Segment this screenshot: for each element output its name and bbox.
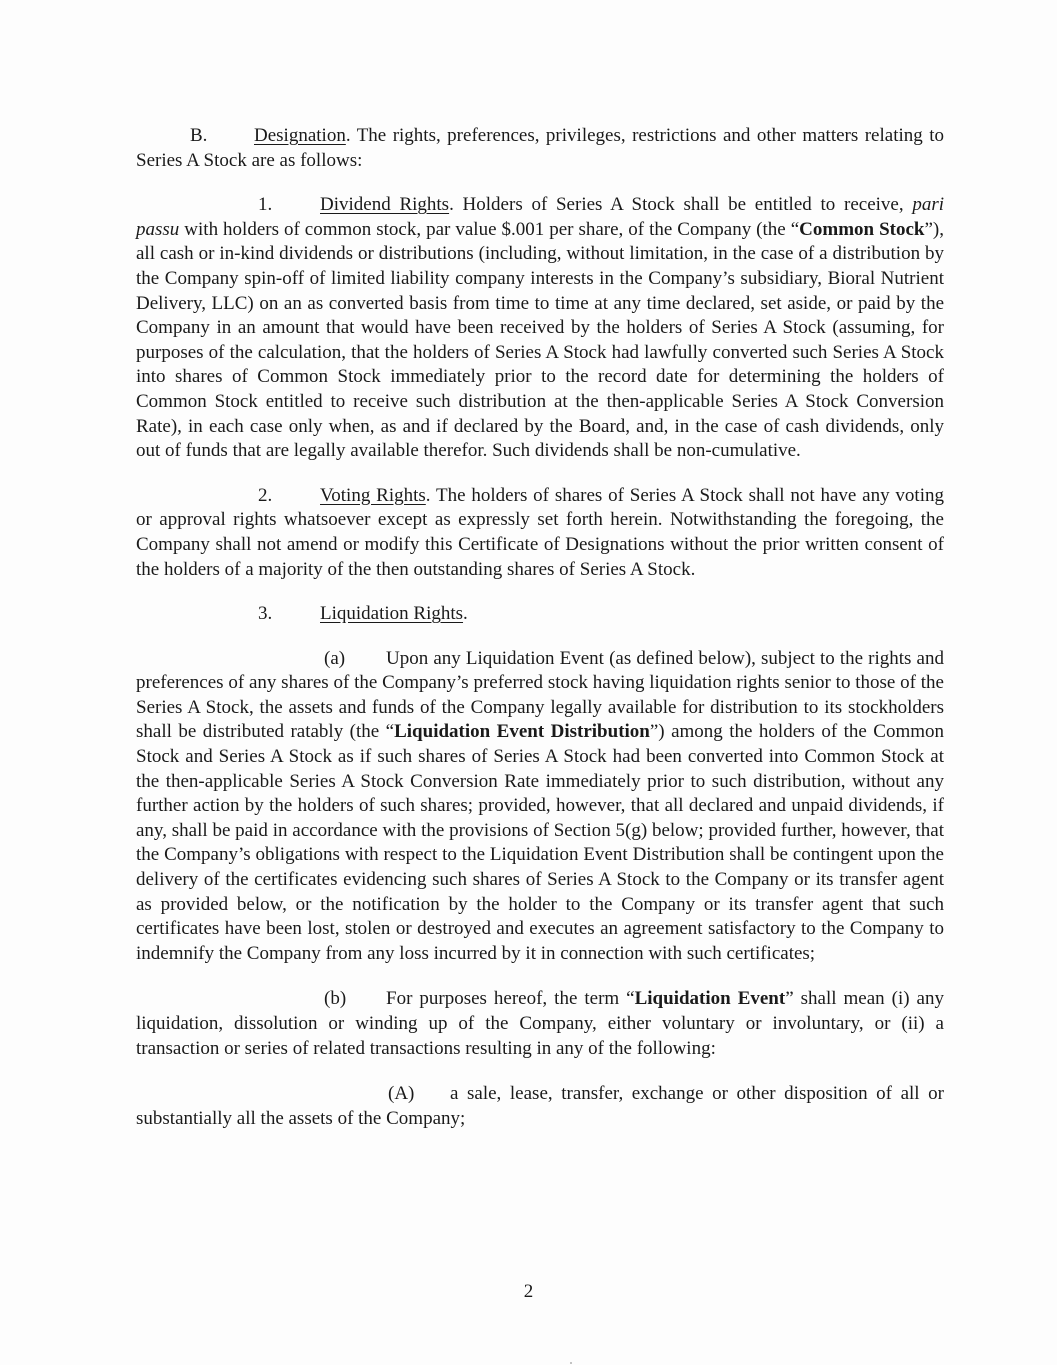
dividend-rights-number: 1. [258, 194, 273, 216]
voting-rights-text: . The holders of shares of Series A Stock shall not have any voting or approval rights whatsoever except as expressly set forth herein. Notwithstanding the foregoing, the Company shall not amend or modify this Certificate of Designations without the prior written consent of the holders of a majority of the then outstanding shares of Series A Stock. [136, 484, 944, 580]
liquidation-event-term: Liquidation Event [634, 988, 786, 1010]
common-stock-defined-term: Common Stock [799, 218, 925, 240]
pari-passu-term: pari passu [136, 194, 945, 240]
clause-b-text-a: For purposes hereof, the term “ [386, 988, 635, 1010]
liquidation-event-distribution-term: Liquidation Event Distribution [394, 721, 650, 743]
voting-rights-paragraph [136, 484, 944, 582]
clause-a-text-b: ”) among the holders of the Common Stock and Series A Stock as if such shares of Series A Stock had been converted into Common Stock at the then-applicable Series A Stock Conversion Rate immediately prior to such distribution, without any further action by the holders of such shares; provided, however, that all declared and unpaid dividends, if any, shall be paid in accordance with the provisions of Section 5(g) below; provided further, however, that the Company’s obligations with respect to the Liquidation Event Distribution shall be contingent upon the delivery of the certificates evidencing such shares of Series A Stock to the Company or its transfer agent as provided below, or the notification by the holder to the Company or its transfer agent that such certificates have been lost, stolen or destroyed and executes an agreement satisfactory to the Company to indemnify the Company from any loss incurred by it in connection with such certificates; [136, 721, 945, 964]
section-b-text: . The rights, preferences, privileges, restrictions and other matters relating to Series A Stock are as follows: [136, 125, 944, 171]
dividend-rights-paragraph [136, 193, 944, 464]
clause-a-label: (a) [324, 647, 346, 669]
liquidation-subclause-A [136, 1082, 944, 1131]
liquidation-clause-b [136, 987, 944, 1061]
liquidation-rights-heading-line [136, 602, 944, 627]
section-b-paragraph [136, 124, 944, 173]
subclause-A-label: (A) [388, 1083, 415, 1105]
section-b-number: B. [190, 125, 208, 146]
document-body [136, 124, 944, 1131]
clause-b-label: (b) [324, 988, 347, 1010]
liquidation-rights-heading-suffix: . [463, 603, 468, 625]
clause-a-text-a: Upon any Liquidation Event (as defined below), subject to the rights and preferences of any shares of the Company’s preferred stock having liquidation rights senior to those of the Series A Stock, the assets and funds of the Company legally available for distribution to its stockholders shall be distributed ratably (the “ [136, 647, 944, 743]
section-b-heading: Designation [254, 125, 346, 146]
voting-rights-heading: Voting Rights [320, 484, 426, 506]
dividend-rights-heading: Dividend Rights [320, 194, 450, 216]
subclause-A-text: a sale, lease, transfer, exchange or other disposition of all or substantially all the assets of the Company; [136, 1083, 944, 1129]
page-number: 2 [523, 1281, 534, 1302]
dividend-rights-text-c: ”), all cash or in-kind dividends or distributions (including, without limitation, in the case of a distribution by the Company spin-off of limited liability company interests in the Company’s subsidiary, Bioral Nutrient Delivery, LLC) on an as converted basis from time to time at any time declared, set aside, or paid by the Company in an amount that would have been received by the holders of Series A Stock (assuming, for purposes of the calculation, that the holders of Series A Stock had lawfully converted such Series A Stock into shares of Common Stock immediately prior to the record date for determining the holders of Common Stock entitled to receive such distribution at the then-applicable Series A Stock Conversion Rate), in each case only when, as and if declared by the Board, and, in the case of cash dividends, only out of funds that are legally available therefor. Such dividends shall be non-cumulative. [136, 218, 944, 462]
dividend-rights-text-b: with holders of common stock, par value $.001 per share, of the Company (the “ [179, 218, 800, 240]
clause-b-text-b: ” shall mean (i) any liquidation, dissolution or winding up of the Company, either voluntary or involuntary, or (ii) a transaction or series of related transactions resulting in any of the following: [136, 988, 944, 1059]
liquidation-rights-number: 3. [258, 603, 273, 625]
liquidation-rights-heading: Liquidation Rights [320, 603, 464, 625]
voting-rights-number: 2. [258, 484, 273, 506]
scan-artifact [570, 1362, 572, 1364]
dividend-rights-text-a: . Holders of Series A Stock shall be entitled to receive, [449, 194, 913, 216]
liquidation-clause-a [136, 647, 944, 967]
